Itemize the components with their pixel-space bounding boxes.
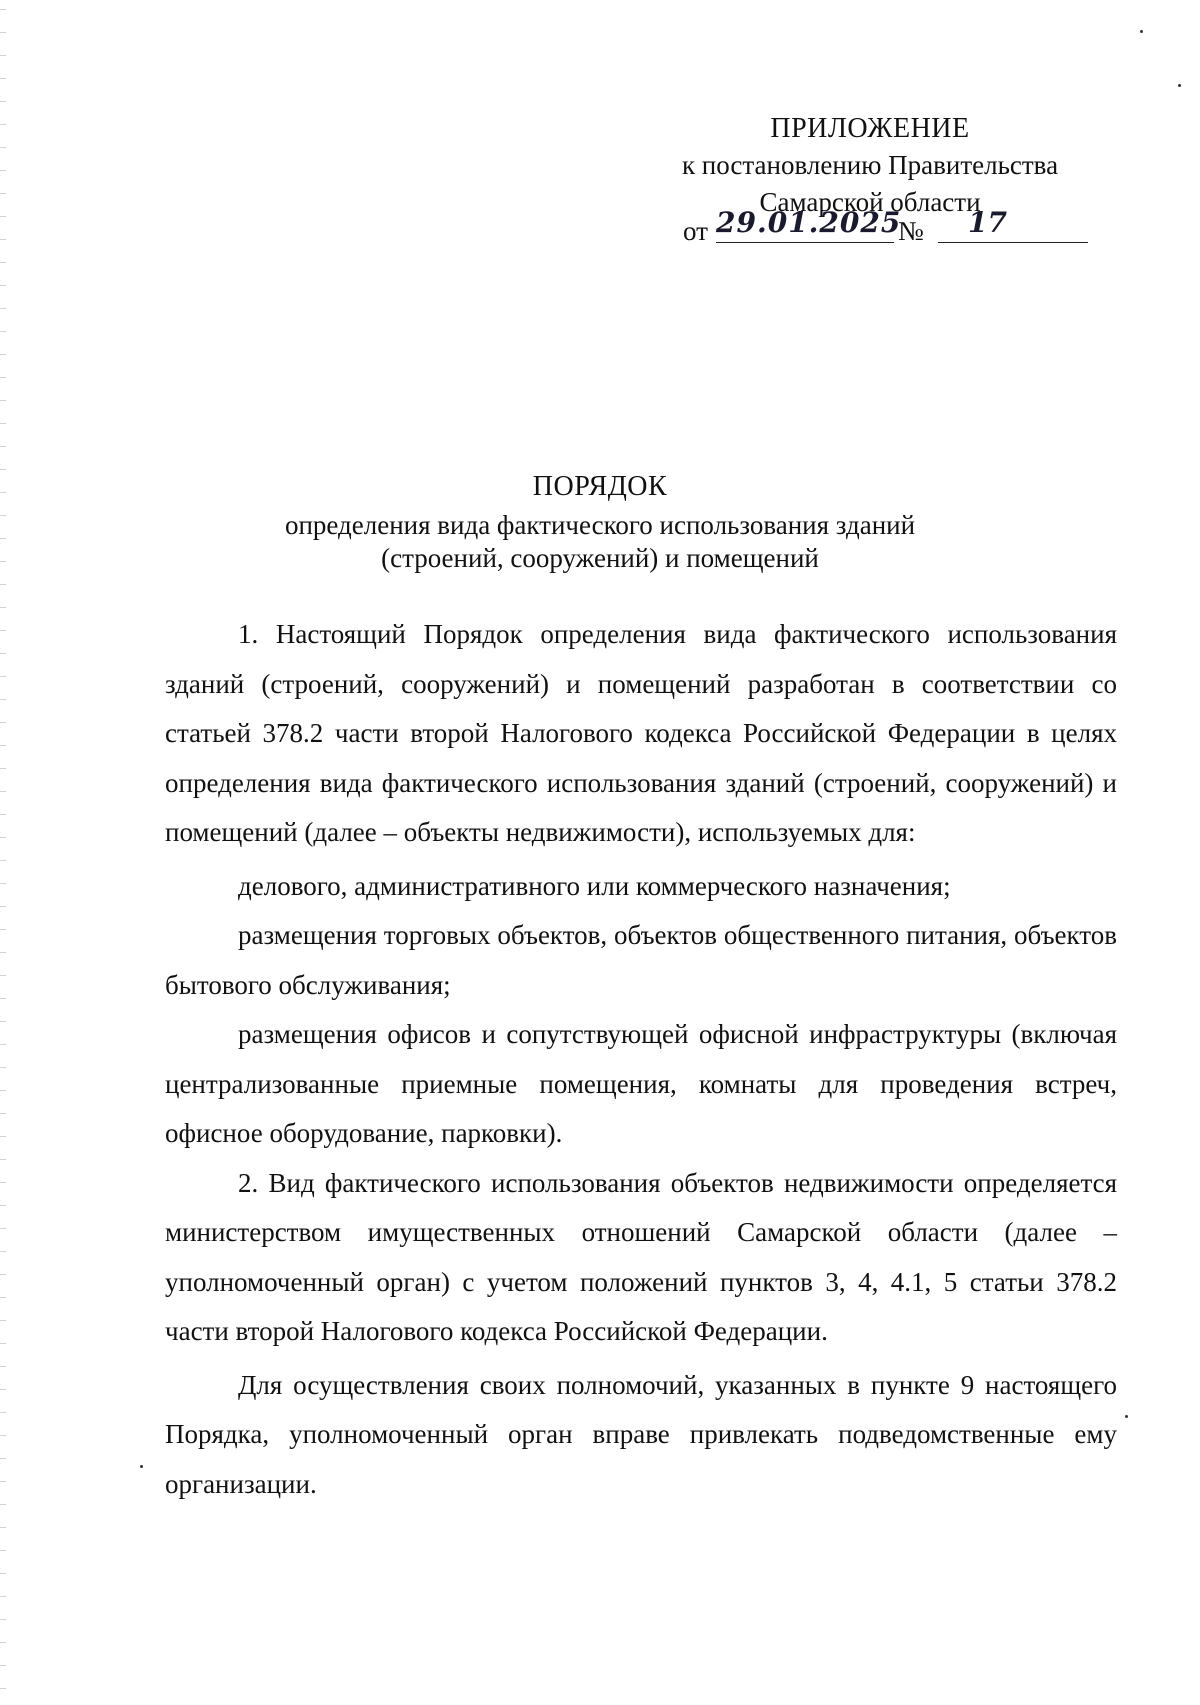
date-number-line (676, 206, 1096, 246)
scan-edge (0, 0, 6, 1705)
document-title-block (150, 470, 1050, 575)
document-subtitle-line-2: (строений, сооружений) и помещений (381, 543, 819, 573)
paragraph: 2. Вид фактического использования объектов недвижимости определяется министерством имущественных отношений Самарской области (далее – уполномоченный орган) с учетом положений пунктов 3, 4, 4.1, 5 статьи 378.2 части второй Налогового кодекса Российской Федерации. (165, 1167, 1117, 1346)
scan-speck (1125, 1415, 1128, 1418)
scan-speck (140, 1465, 143, 1468)
appendix-title: ПРИЛОЖЕНИЕ (770, 113, 970, 144)
scan-speck (1178, 84, 1181, 87)
date-prefix: от (683, 216, 708, 246)
paragraph: Для осуществления своих полномочий, указанных в пункте 9 настоящего Порядка, уполномоченный орган вправе привлекать подведомственные ему организации. (165, 1369, 1117, 1499)
paragraph: размещения офисов и сопутствующей офисной инфраструктуры (включая централизованные приемные помещения, комнаты для проведения встреч, офисное оборудование, парковки). (165, 1019, 1117, 1148)
paragraph: 1. Настоящий Порядок определения вида фактического использования зданий (строений, сооружений) и помещений разработан в соответствии со статьей 378.2 части второй Налогового кодекса Российской Федерации в целях определения вида фактического использования зданий (строений, сооружений) и помещений (далее – объекты недвижимости), используемых для: (165, 619, 1117, 847)
document-body (165, 610, 1117, 1509)
document-title: ПОРЯДОК (532, 471, 668, 502)
handwritten-number: 17 (938, 206, 1088, 243)
handwritten-date: 29.01.2025 (716, 206, 894, 243)
appendix-line-2: Самарской области (759, 187, 981, 217)
appendix-line-1: к постановлению Правительства (681, 150, 1059, 180)
appendix-header (640, 110, 1100, 221)
document-subtitle-line-1: определения вида фактического использования зданий (284, 510, 916, 540)
number-prefix: № (898, 216, 924, 246)
paragraph: делового, административного или коммерческого назначения; (238, 870, 951, 901)
scan-speck (1140, 30, 1143, 33)
paragraph: размещения торговых объектов, объектов общественного питания, объектов бытового обслуживания; (165, 920, 1117, 1000)
